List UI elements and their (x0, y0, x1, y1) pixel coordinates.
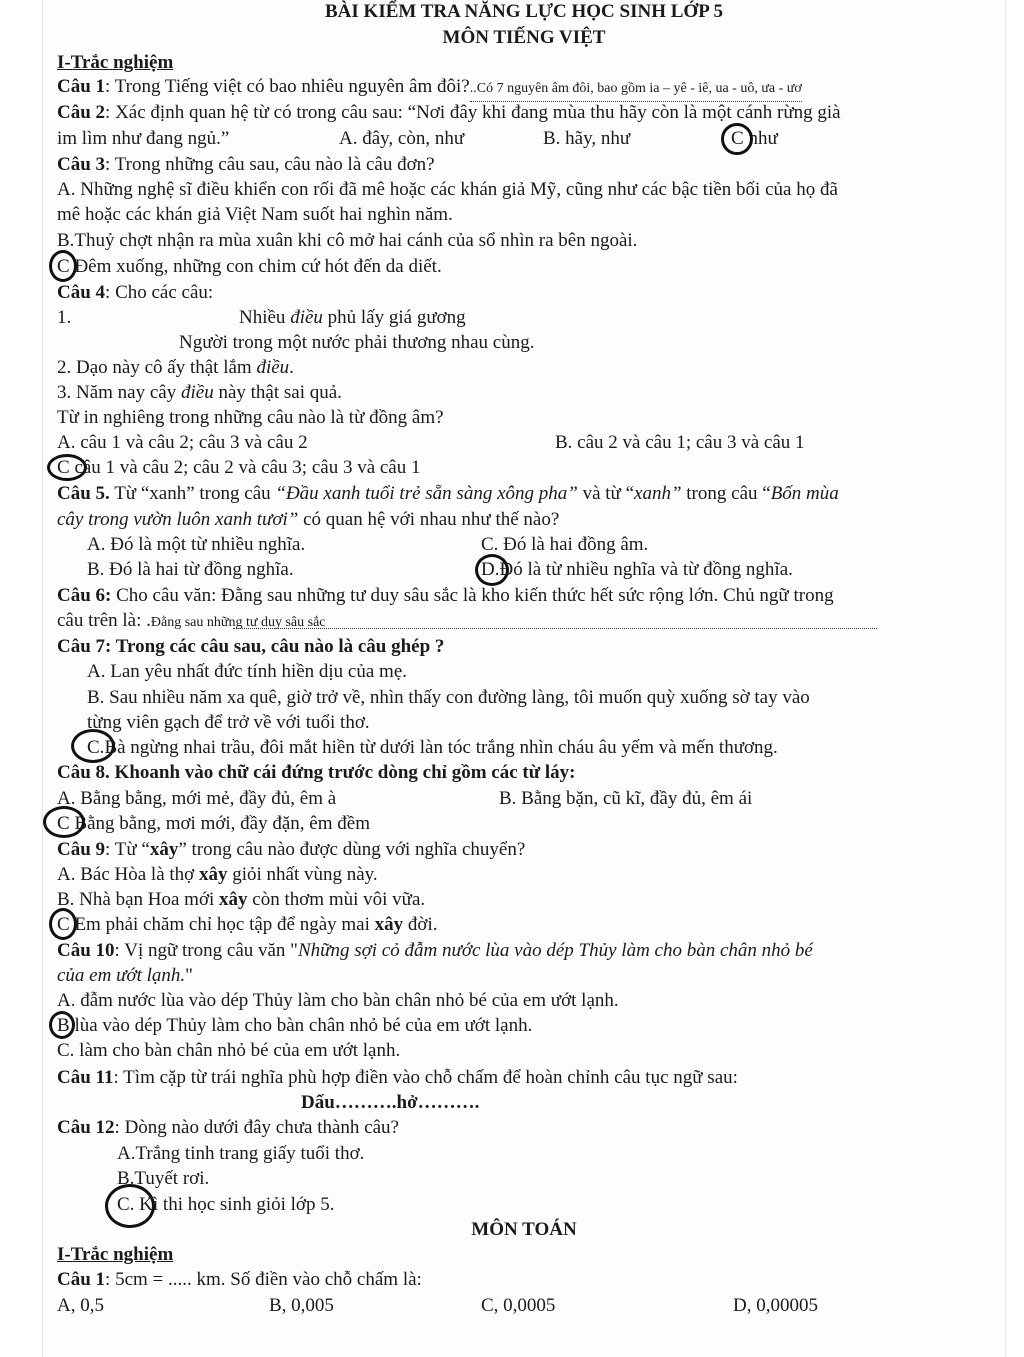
q8-option-b[interactable]: B. Bằng bặn, cũ kĩ, đầy đủ, êm ái (499, 788, 753, 809)
q4-item-1-number: 1. (57, 307, 72, 328)
q10-option-b[interactable]: B lùa vào dép Thủy làm cho bàn chân nhỏ bé của em ướt lạnh. (57, 1015, 533, 1036)
q12-option-b[interactable]: B.Tuyết rơi. (117, 1168, 210, 1189)
math-question-1: Câu 1: 5cm = ..... km. Số điền vào chỗ chấm là: (57, 1269, 422, 1290)
q5-option-c[interactable]: C. Đó là hai đồng âm. (481, 534, 649, 555)
subject-title: MÔN TIẾNG VIỆT (442, 27, 606, 48)
math-section-title: MÔN TOÁN (471, 1219, 577, 1240)
q7-option-c[interactable]: C.Bà ngừng nhai trầu, đôi mắt hiền từ dưới làn tóc trắng nhìn cháu âu yếm và mến thương. (87, 737, 778, 758)
question-7: Câu 7: Trong các câu sau, câu nào là câu ghép ? (57, 636, 445, 657)
question-3: Câu 3: Trong những câu sau, câu nào là câu đơn? (57, 154, 435, 175)
q8-option-c[interactable]: C Bằng bằng, mơi mới, đầy đặn, êm đềm (57, 813, 370, 834)
q9-answer-circle (49, 908, 77, 940)
q7-answer-circle (71, 729, 115, 763)
q9-option-a[interactable]: A. Bác Hòa là thợ xây giỏi nhất vùng này. (57, 864, 378, 885)
q5-line2: cây trong vườn luôn xanh tươi” có quan hệ với nhau như thế nào? (57, 509, 560, 530)
q2-option-a[interactable]: A. đây, còn, như (339, 128, 465, 149)
question-11: Câu 11: Tìm cặp từ trái nghĩa phù hợp điền vào chỗ chấm để hoàn chỉnh câu tục ngữ sau: (57, 1067, 738, 1088)
q4-option-b[interactable]: B. câu 2 và câu 1; câu 3 và câu 1 (555, 432, 805, 453)
q3-option-a[interactable]: A. Những nghệ sĩ điều khiển con rối đã mê hoặc các khán giả Mỹ, cũng như các bậc tiền bối của họ đã (57, 179, 838, 200)
q2-line2: im lìm như đang ngủ.” (57, 128, 230, 149)
q3-option-a-cont: mê hoặc các khán giả Việt Nam suốt hai nghìn năm. (57, 204, 453, 225)
q1-answer: ..Có 7 nguyên âm đôi, bao gồm ia – yê - iê, ua - uô, ưa - ươ (470, 77, 802, 102)
exam-title: BÀI KIỂM TRA NĂNG LỰC HỌC SINH LỚP 5 (325, 1, 723, 22)
q4-item-1-line1: Nhiều điều phủ lấy giá gương (239, 307, 466, 328)
math-section-heading: I-Trắc nghiệm (57, 1244, 174, 1265)
q10-line2: của em ướt lạnh." (57, 965, 193, 986)
question-1: Câu 1: Trong Tiếng việt có bao nhiêu nguyên âm đôi?..Có 7 nguyên âm đôi, bao gồm ia – yê - iê, ua - uô, ưa - ươ (57, 75, 802, 102)
q2-answer-circle (721, 123, 753, 155)
q2-option-c[interactable]: C như (731, 128, 778, 149)
q4-item-3: 3. Năm nay cây điều này thật sai quả. (57, 382, 342, 403)
q3-option-b[interactable]: B.Thuỷ chợt nhận ra mùa xuân khi cô mở hai cánh của sổ nhìn ra bên ngoài. (57, 230, 638, 251)
question-9: Câu 9: Từ “xây” trong câu nào được dùng với nghĩa chuyển? (57, 839, 526, 860)
q9-option-c[interactable]: C Em phải chăm chỉ học tập để ngày mai xây đời. (57, 914, 438, 935)
question-2: Câu 2: Xác định quan hệ từ có trong câu sau: “Nơi đây khi đang mùa thu hãy còn là một cánh rừng già (57, 102, 841, 123)
question-6: Câu 6: Cho câu văn: Đằng sau những tư duy sâu sắc là kho kiến thức hết sức rộng lớn. Chủ ngữ trong (57, 585, 834, 606)
q10-option-c[interactable]: C. làm cho bàn chân nhỏ bé của em ướt lạnh. (57, 1040, 401, 1061)
question-8: Câu 8. Khoanh vào chữ cái đứng trước dòng chỉ gồm các từ láy: (57, 762, 576, 783)
q4-option-a[interactable]: A. câu 1 và câu 2; câu 3 và câu 2 (57, 432, 308, 453)
q11-proverb: Dấu……….hở………. (301, 1092, 480, 1113)
q3-option-c[interactable]: C Đêm xuống, những con chim cứ hót đến da diết. (57, 256, 442, 277)
q12-answer-circle (105, 1184, 155, 1228)
q5-answer-circle (475, 554, 509, 586)
q7-option-b-cont: từng viên gạch để trở về với tuổi thơ. (87, 712, 370, 733)
q2-option-b[interactable]: B. hãy, như (543, 128, 631, 149)
q8-answer-circle (43, 806, 85, 838)
q5-option-a[interactable]: A. Đó là một từ nhiều nghĩa. (87, 534, 306, 555)
q7-option-b[interactable]: B. Sau nhiều năm xa quê, giờ trở về, nhìn thấy con đường làng, tôi muốn quỳ xuống sờ tay vào (87, 687, 810, 708)
question-5: Câu 5. Từ “xanh” trong câu “Đầu xanh tuổi trẻ sẵn sàng xông pha” và từ “xanh” trong câu “Bốn mùa (57, 483, 839, 504)
q4-item-2: 2. Dạo này cô ấy thật lắm điều. (57, 357, 294, 378)
q10-answer-circle (49, 1011, 75, 1039)
q4-question: Từ in nghiêng trong những câu nào là từ đồng âm? (57, 407, 444, 428)
q4-option-c[interactable]: C câu 1 và câu 2; câu 2 và câu 3; câu 3 và câu 1 (57, 457, 421, 478)
q4-answer-circle (47, 454, 87, 481)
math-q1-option-a[interactable]: A, 0,5 (57, 1295, 104, 1316)
q12-option-a[interactable]: A.Trắng tinh trang giấy tuổi thơ. (117, 1143, 365, 1164)
question-10: Câu 10: Vị ngữ trong câu văn "Những sợi cỏ đẫm nước lùa vào dép Thủy làm cho bàn chân nhỏ bé (57, 940, 813, 961)
q9-option-b[interactable]: B. Nhà bạn Hoa mới xây còn thơm mùi vôi vữa. (57, 889, 426, 910)
q8-option-a[interactable]: A. Bằng bằng, mới mẻ, đầy đủ, êm à (57, 788, 337, 809)
q6-answer-dotline (233, 628, 877, 629)
q6-answer: Đằng sau những tư duy sâu sắc (150, 615, 326, 630)
math-q1-option-c[interactable]: C, 0,0005 (481, 1295, 556, 1316)
q3-answer-circle (49, 250, 77, 282)
q6-line2: câu trên là: .Đằng sau những tư duy sâu sắc (57, 610, 326, 631)
q5-option-b[interactable]: B. Đó là hai từ đồng nghĩa. (87, 559, 294, 580)
q4-item-1-line2: Người trong một nước phải thương nhau cùng. (179, 332, 535, 353)
q5-option-d[interactable]: D.Đó là từ nhiều nghĩa và từ đồng nghĩa. (481, 559, 793, 580)
exam-page (42, 0, 1006, 1357)
section-heading: I-Trắc nghiệm (57, 52, 174, 73)
q10-option-a[interactable]: A. đẫm nước lùa vào dép Thủy làm cho bàn chân nhỏ bé của em ướt lạnh. (57, 990, 619, 1011)
math-q1-option-d[interactable]: D, 0,00005 (733, 1295, 818, 1316)
question-4: Câu 4: Cho các câu: (57, 282, 214, 303)
q12-option-c[interactable]: C. Kì thi học sinh giỏi lớp 5. (117, 1194, 335, 1215)
question-12: Câu 12: Dòng nào dưới đây chưa thành câu? (57, 1117, 399, 1138)
math-q1-option-b[interactable]: B, 0,005 (269, 1295, 334, 1316)
q7-option-a[interactable]: A. Lan yêu nhất đức tính hiền dịu của mẹ. (87, 661, 408, 682)
